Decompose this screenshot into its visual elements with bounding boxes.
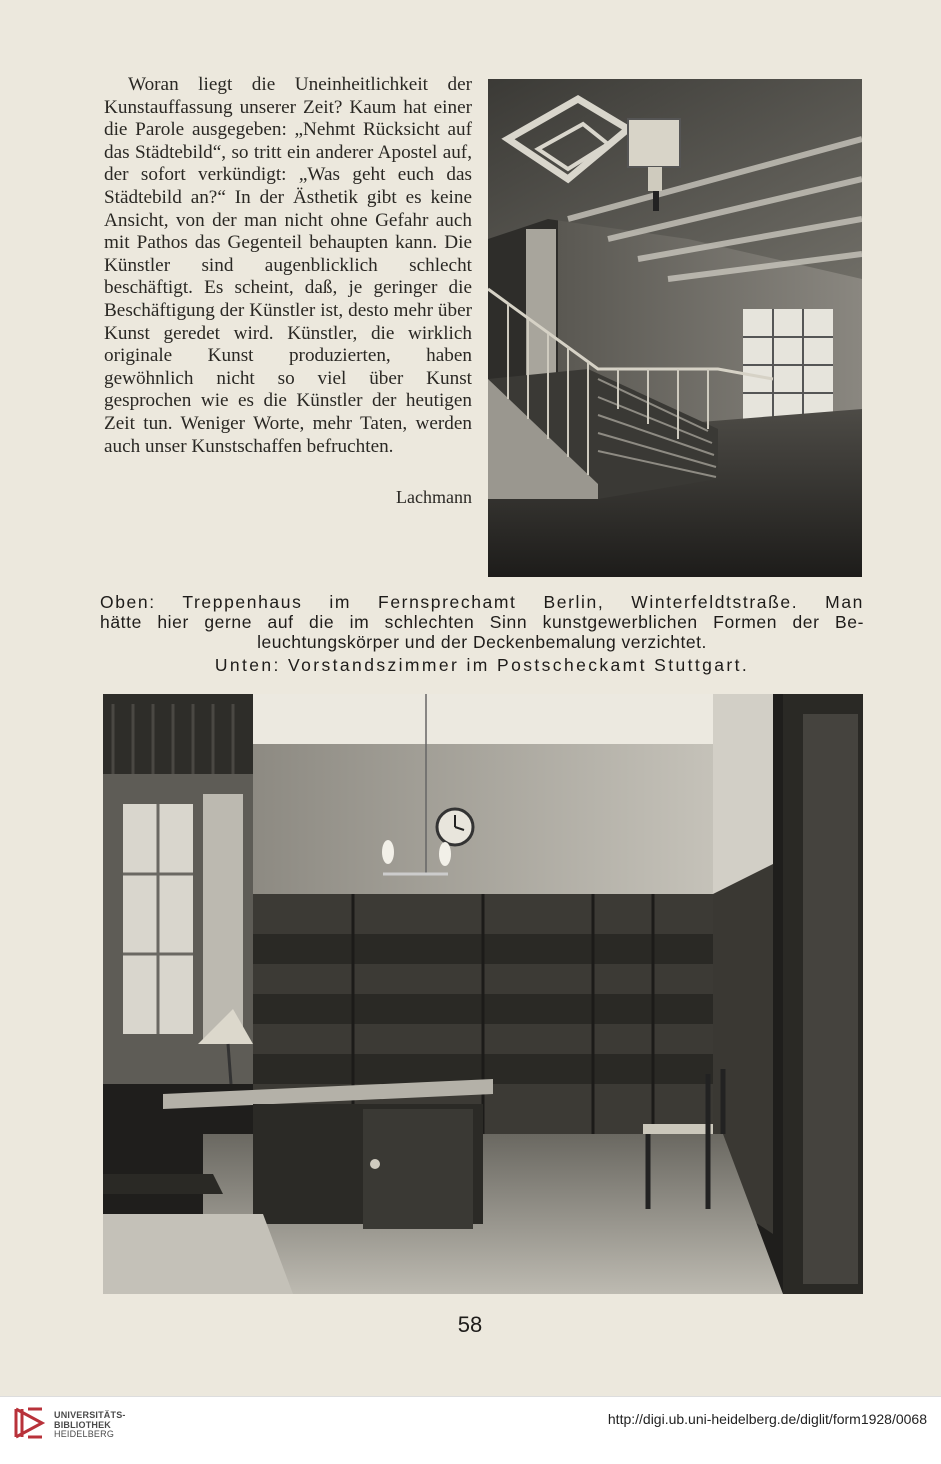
library-name-line-2: BIBLIOTHEK [54,1419,111,1430]
page-number: 58 [457,1312,483,1337]
figure-caption [100,592,864,675]
office-photo-illustration [103,694,863,1294]
quote-author: Lachmann [396,487,472,507]
staircase-photo [488,79,862,577]
office-photo [103,694,863,1294]
library-logo-icon [12,1405,46,1441]
staircase-photo-illustration [488,79,862,577]
caption-line-2: hätte hier gerne auf die im schlechten Sinn kunstgewerblichen Formen der Be- [100,612,864,632]
caption-line-1: Oben: Treppenhaus im Fernsprechamt Berlin, Winterfeldtstraße. Man [100,592,864,612]
library-name-line-1: UNIVERSITÄTS- [54,1410,126,1420]
digitization-footer [0,1396,941,1464]
quote-text-block [104,74,472,458]
source-url-link[interactable]: http://digi.ub.uni-heidelberg.de/diglit/form1928/0068 [607,1411,927,1427]
caption-line-4: Unten: Vorstandszimmer im Postscheckamt Stuttgart. [214,655,750,675]
library-name [54,1411,126,1440]
library-name-line-3: HEIDELBERG [54,1429,115,1439]
quote-paragraph: Woran liegt die Uneinheitlichkeit der Kunstauffassung unserer Zeit? Kaum hat einer die Parole ausgegeben: „Nehmt Rücksicht auf das Städtebild“, so tritt ein anderer Apostel auf, der sofort verkündigt: „Was geht euch das Städtebild an?“ In der Ästhetik gibt es keine Ansicht, von der man nicht ohne Gefahr auch mit Pathos das Gegenteil behaupten kann. Die Künstler sind augenblicklich schlecht beschäftigt. Es scheint, daß, je geringer die Beschäftigung der Künstler ist, desto mehr über Kunst geredet wird. Künstler, die wirklich originale Kunst produzierten, haben gewöhnlich nicht so viel über Kunst gesprochen wie es die Künstler der heutigen Zeit tun. Weniger Worte, mehr Taten, werden auch unser Kunstschaffen befruchten. [104,74,472,457]
caption-line-3: leuchtungskörper und der Deckenbemalung verzichtet. [257,632,707,652]
